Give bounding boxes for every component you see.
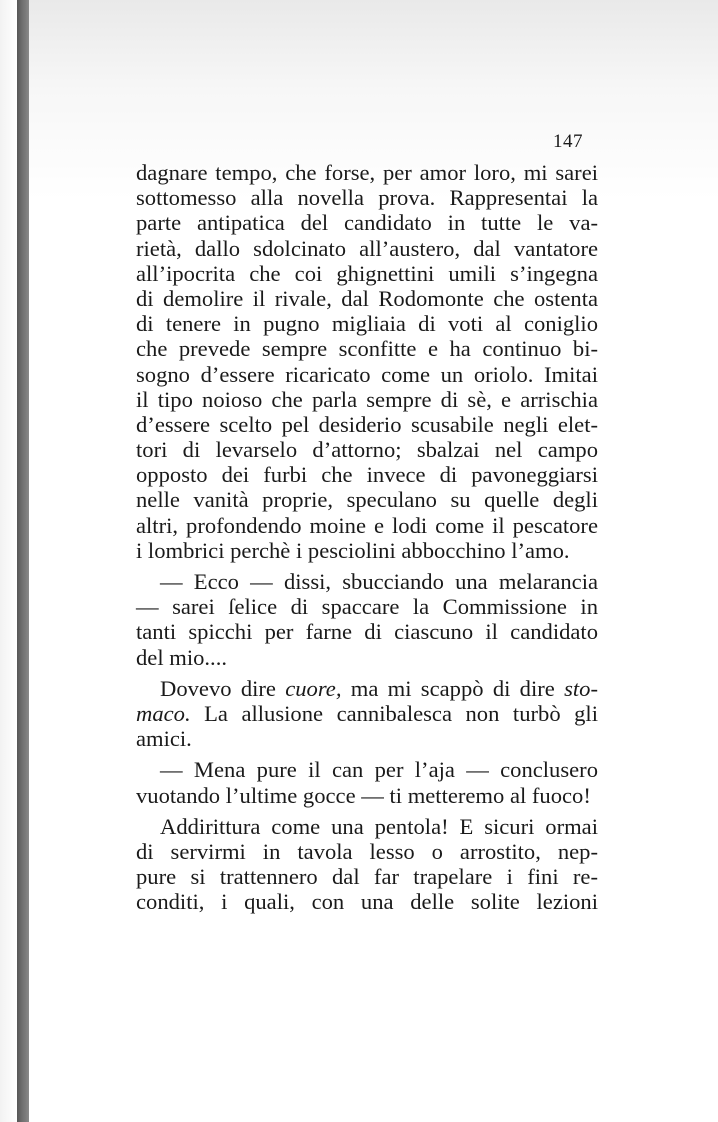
italic-word: sto- (564, 675, 598, 701)
paragraph (136, 676, 598, 752)
text-line (136, 676, 598, 701)
text-line: d’essere scelto pel desiderio scusabile negli elet- (136, 411, 598, 437)
text-line: pure si trattennero dal far trapelare i fini re- (136, 864, 598, 890)
text-run: ma mi scappò di dire (341, 675, 565, 701)
text-line: parte antipatica del candidato in tutte le va- (136, 210, 598, 236)
text-line: all’ipocrita che coi ghignettini umili s’ingegna (136, 260, 598, 286)
paragraph (136, 160, 598, 563)
italic-word: maco. (136, 700, 191, 726)
text-line: di tenere in pugno migliaia di voti al coniglio (136, 311, 598, 337)
paragraph (136, 814, 598, 915)
text-line (136, 726, 598, 751)
text-line: i lombrici perchè i pesciolini abbocchino l’amo. (136, 537, 570, 563)
text-line: tori di levarselo d’attorno; sbalzai nel campo (136, 437, 598, 463)
text-line: del mio.... (136, 644, 227, 670)
paragraph (136, 569, 598, 670)
text-line: di demolire il rivale, dal Rodomonte che ostenta (136, 285, 598, 311)
text-line: Addirittura come una pentola! E sicuri ormai (160, 813, 598, 839)
paragraph (136, 757, 598, 807)
text-line: che prevede sempre sconfitte e ha continuo bi- (136, 336, 598, 362)
text-line: rietà, dallo sdolcinato all’austero, dal vantatore (136, 235, 598, 261)
body-text (136, 160, 598, 914)
text-run: La allusione cannibalesca non turbò gli (190, 700, 598, 726)
text-line: opposto dei furbi che invece di pavoneggiarsi (136, 462, 598, 488)
text-line: — sarei ſelice di spaccare la Commissione in (136, 594, 598, 620)
book-spine-shadow (17, 0, 29, 1122)
text-line: sogno d’essere ricaricato come un oriolo. Imitai (136, 361, 598, 387)
text-line: vuotando l’ultime gocce — ti metteremo al fuoco! (136, 782, 591, 808)
text-line: altri, profondendo moine e lodi come il pescatore (136, 512, 598, 538)
text-line: dagnare tempo, che forse, per amor loro, mi sarei (136, 160, 598, 185)
page-number: 147 (553, 131, 583, 152)
text-line: nelle vanità proprie, speculano su quelle degli (136, 487, 598, 513)
text-line: sottomesso alla novella prova. Rappresentai la (136, 185, 598, 211)
text-line: — Ecco — dissi, sbucciando una melarancia (160, 569, 598, 594)
text-line: tanti spicchi per farne di ciascuno il candidato (136, 619, 598, 645)
text-line: — Mena pure il can per l’aja — conclusero (160, 757, 598, 783)
scan-margin (0, 0, 17, 1122)
text-line (136, 701, 598, 726)
italic-word: cuore, (285, 675, 342, 701)
text-line: il tipo noioso che parla sempre di sè, e arrischia (136, 386, 598, 412)
text-line: di servirmi in tavola lesso o arrostito, nep- (136, 838, 598, 864)
text-run: amici. (136, 726, 192, 752)
text-line: conditi, i quali, con una delle solite lezioni (136, 889, 598, 915)
text-run: Dovevo dire (160, 675, 286, 701)
